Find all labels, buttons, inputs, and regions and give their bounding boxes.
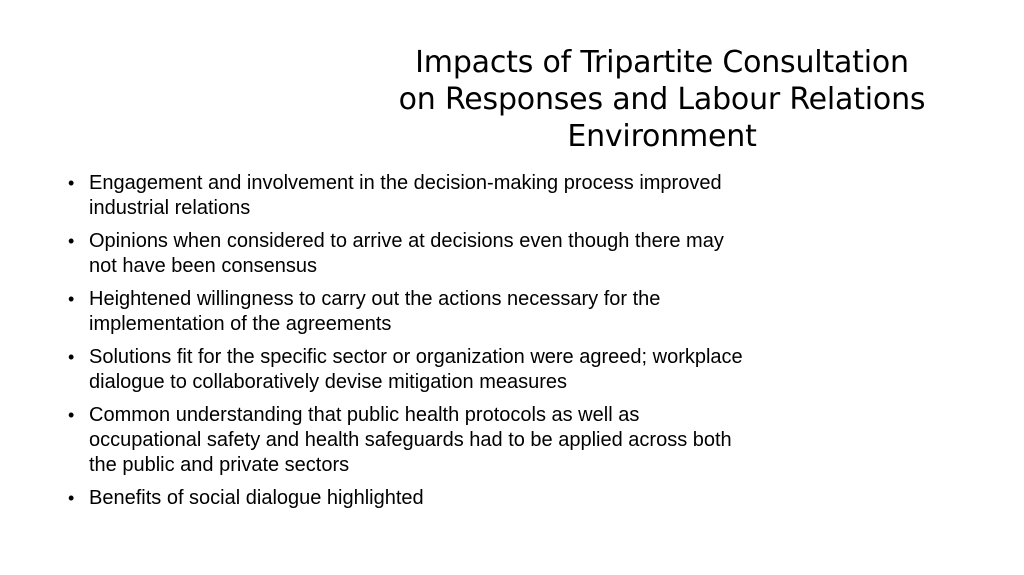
bullet-marker: •	[68, 173, 75, 193]
bullet-marker: •	[68, 488, 75, 508]
bullet-text-line: Heightened willingness to carry out the actions necessary for the	[89, 288, 661, 310]
bullet-list	[66, 171, 886, 519]
slide-title-line: on Responses and Labour Relations	[398, 82, 926, 117]
bullet-text-line: implementation of the agreements	[89, 313, 392, 335]
bullet-text-line: Engagement and involvement in the decision-making process improved	[89, 172, 722, 194]
bullet-text-line: dialogue to collaboratively devise mitigation measures	[89, 371, 568, 393]
bullet-text-line: not have been consensus	[89, 255, 317, 277]
bullet-item	[66, 171, 886, 221]
bullet-item	[66, 403, 886, 478]
bullet-marker: •	[68, 289, 75, 309]
slide-title-line: Impacts of Tripartite Consultation	[415, 45, 909, 80]
bullet-marker: •	[68, 405, 75, 425]
bullet-text-line: occupational safety and health safeguards had to be applied across both	[89, 429, 732, 451]
bullet-item	[66, 345, 886, 395]
bullet-text-line: Opinions when considered to arrive at decisions even though there may	[89, 230, 724, 252]
bullet-item	[66, 229, 886, 279]
bullet-text-line: the public and private sectors	[89, 454, 350, 476]
bullet-marker: •	[68, 347, 75, 367]
bullet-item	[66, 486, 886, 511]
slide-title-line: Environment	[567, 119, 757, 154]
slide-title	[368, 44, 956, 155]
bullet-text-line: Solutions fit for the specific sector or organization were agreed; workplace	[89, 346, 743, 368]
bullet-item	[66, 287, 886, 337]
bullet-text-line: Common understanding that public health protocols as well as	[89, 404, 640, 426]
bullet-marker: •	[68, 231, 75, 251]
bullet-text-line: industrial relations	[89, 197, 251, 219]
bullet-text-line: Benefits of social dialogue highlighted	[89, 487, 424, 509]
